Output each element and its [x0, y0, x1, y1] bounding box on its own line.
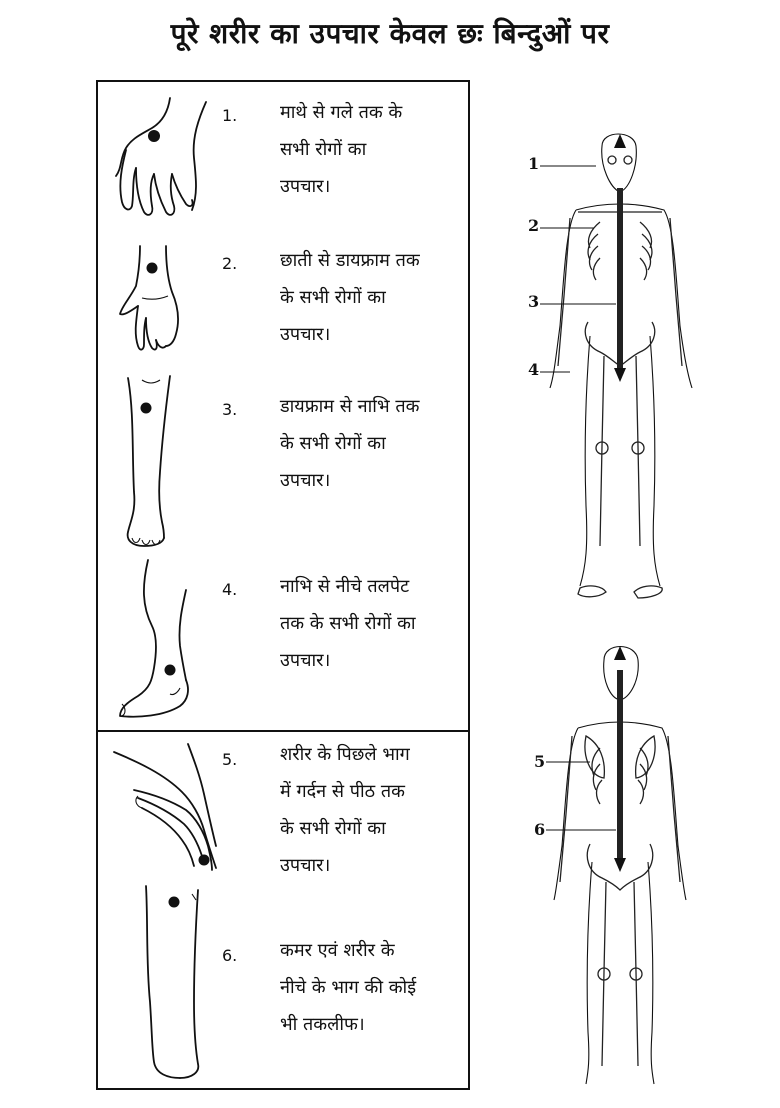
- skeleton-front-illustration: [530, 126, 710, 606]
- point-1-text: [280, 94, 452, 205]
- acupressure-dot-5: [199, 855, 210, 866]
- point-3-line-2: के सभी रोगों का: [280, 433, 386, 454]
- point-6-number: 6.: [222, 946, 238, 965]
- point-6-line-3: भी तकलीफ।: [280, 1014, 365, 1035]
- point-4-line-3: उपचार।: [280, 650, 331, 671]
- point-5-number: 5.: [222, 750, 238, 769]
- front-label-3: 3: [528, 292, 540, 311]
- back-label-6: 6: [534, 820, 546, 839]
- front-label-4: 4: [528, 360, 540, 379]
- point-3-line-1: डायफ्राम से नाभि तक: [280, 396, 420, 417]
- point-2-text: [280, 242, 452, 353]
- back-label-5: 5: [534, 752, 546, 771]
- points-panel-front: [96, 80, 470, 732]
- acupressure-dot-4: [165, 665, 176, 676]
- point-3-number: 3.: [222, 400, 238, 419]
- point-2-line-3: उपचार।: [280, 324, 331, 345]
- acupressure-dot-3: [141, 403, 152, 414]
- point-1-line-1: माथे से गले तक के: [280, 102, 403, 123]
- point-5-line-4: उपचार।: [280, 855, 331, 876]
- leg-point-3-illustration: [114, 372, 204, 552]
- leg-point-4-illustration: [108, 556, 218, 726]
- point-4-line-1: नाभि से नीचे तलपेट: [280, 576, 410, 597]
- point-4-text: [280, 568, 452, 679]
- hand-point-1-illustration: [108, 94, 218, 224]
- point-2-line-2: के सभी रोगों का: [280, 287, 386, 308]
- front-label-2: 2: [528, 216, 540, 235]
- point-5-line-2: में गर्दन से पीठ तक: [280, 781, 405, 802]
- hand-point-5-illustration: [108, 740, 228, 880]
- point-3-line-3: उपचार।: [280, 470, 331, 491]
- point-4-line-2: तक के सभी रोगों का: [280, 613, 416, 634]
- point-6-line-1: कमर एवं शरीर के: [280, 940, 395, 961]
- skeleton-back-illustration: [530, 636, 710, 1092]
- points-panel-back: [96, 730, 470, 1090]
- point-2-line-1: छाती से डायफ्राम तक: [280, 250, 420, 271]
- point-6-text: [280, 932, 452, 1043]
- point-6-line-2: नीचे के भाग की कोई: [280, 977, 417, 998]
- acupressure-dot-2: [147, 263, 158, 274]
- point-1-line-3: उपचार।: [280, 176, 331, 197]
- point-2-number: 2.: [222, 254, 238, 273]
- page-title: पूरे शरीर का उपचार केवल छः बिन्दुओं पर: [170, 17, 610, 50]
- point-5-line-3: के सभी रोगों का: [280, 818, 386, 839]
- leg-point-6-illustration: [138, 882, 228, 1082]
- wrist-point-2-illustration: [112, 242, 202, 362]
- front-label-1: 1: [528, 154, 540, 173]
- point-1-number: 1.: [222, 106, 238, 125]
- acupressure-dot-1: [148, 130, 160, 142]
- point-5-text: [280, 736, 452, 884]
- acupressure-dot-6: [169, 897, 180, 908]
- point-5-line-1: शरीर के पिछले भाग: [280, 744, 410, 765]
- point-3-text: [280, 388, 452, 499]
- point-4-number: 4.: [222, 580, 238, 599]
- point-1-line-2: सभी रोगों का: [280, 139, 367, 160]
